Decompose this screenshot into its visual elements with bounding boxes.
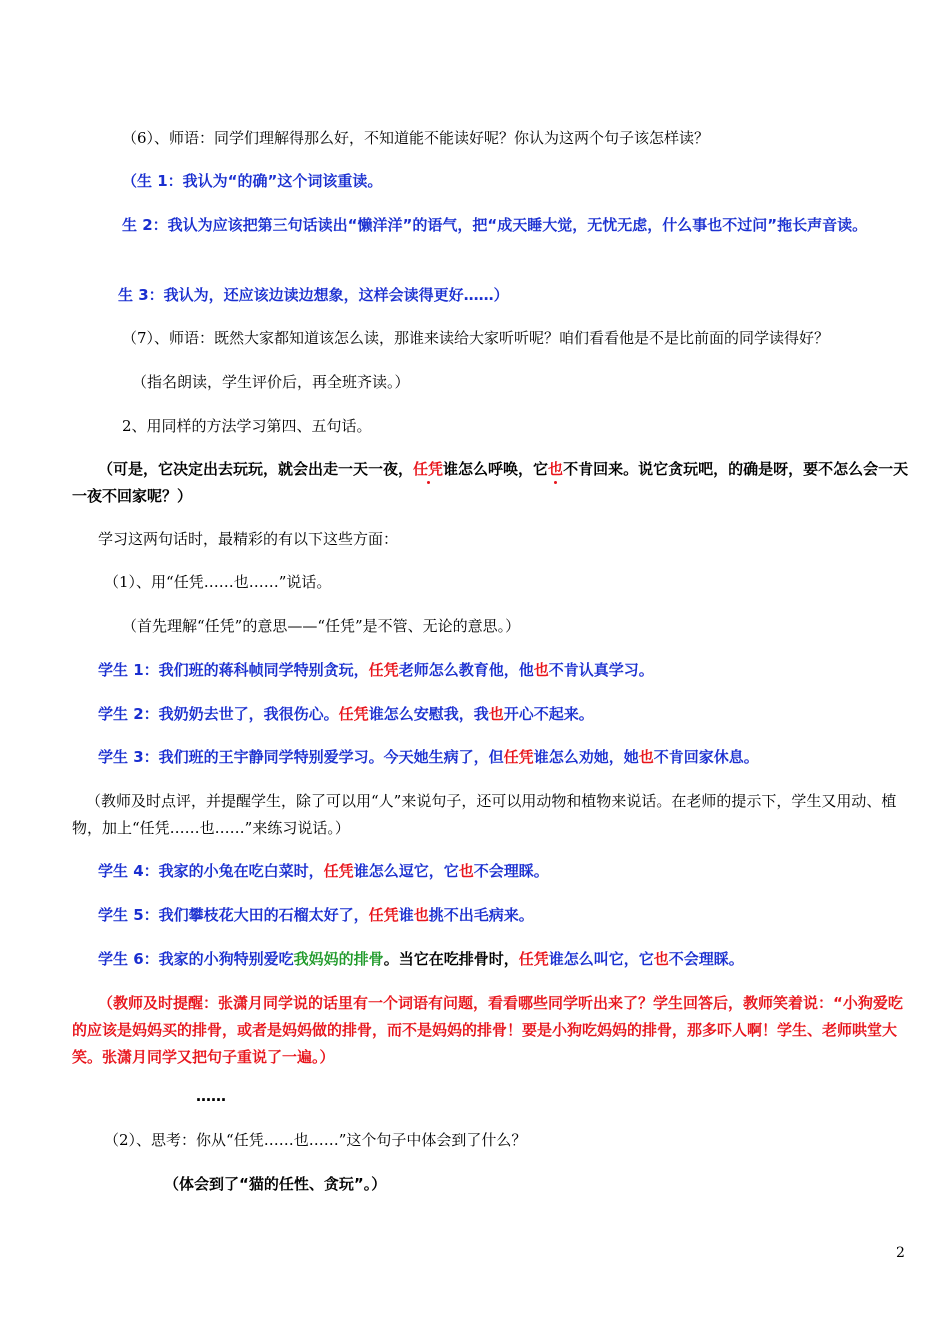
teacher-reminder: （教师及时提醒：张潇月同学说的话里有一个词语有问题，看看哪些同学听出来了？学生回答后，教师笑着说：“小狗爱吃的应该是妈妈买的排骨，或者是妈妈做的排骨，而不是妈妈的排骨！要是小狗吃妈妈的排骨，那多吓人啊！学生、老师哄堂大笑。张潇月同学又把句子重说了一遍。）	[72, 994, 903, 1066]
page-number: 2	[896, 1245, 905, 1261]
student-sentence-1: 学生 1：我们班的蒋科帧同学特别贪玩，任凭老师怎么教育他，他也不肯认真学习。	[98, 661, 654, 679]
renping-definition: （首先理解“任凭”的意思——“任凭”是不管、无论的意思。）	[122, 617, 521, 635]
problem-phrase: 我妈妈的排骨	[293, 950, 384, 968]
student-sentence-2: 学生 2：我奶奶去世了，我很伤心。任凭谁怎么安慰我，我也开心不起来。	[98, 705, 594, 723]
step-2-heading: 2、用同样的方法学习第四、五句话。	[122, 417, 372, 435]
teacher-comment: （教师及时点评，并提醒学生，除了可以用“人”来说句子，还可以用动物和植物来说话。在老师的提示下，学生又用动、植物，加上“任凭……也……”来练习说话。）	[72, 792, 897, 837]
highlights-intro: 学习这两句话时，最精彩的有以下这些方面：	[98, 530, 399, 548]
student-answer-3: 生 3：我认为，还应该边读边想象，这样会读得更好……）	[118, 286, 509, 304]
item-2-answer: （体会到了“猫的任性、贪玩”。）	[164, 1175, 387, 1193]
item-1-heading: （1）、用“任凭……也……”说话。	[104, 573, 332, 591]
student-sentence-6: 学生 6：我家的小狗特别爱吃我妈妈的排骨。当它在吃排骨时，任凭谁怎么叫它，它也不会理睬。	[98, 950, 744, 968]
teacher-prompt-7: （7）、师语：既然大家都知道该怎么读，那谁来读给大家听听呢？咱们看看他是不是比前面的同学读得好？	[122, 329, 830, 347]
keyword-ye: 也	[548, 460, 564, 478]
teacher-prompt-6: （6）、师语：同学们理解得那么好，不知道能不能读好呢？你认为这两个句子该怎样读？	[122, 129, 710, 147]
reading-note: （指名朗读，学生评价后，再全班齐读。）	[132, 373, 410, 391]
keyword-renping: 任凭	[413, 460, 444, 478]
student-answer-2: 生 2：我认为应该把第三句话读出“懒洋洋”的语气，把“成天睡大觉，无忧无虑，什么事也不过问”拖长声音读。	[122, 216, 868, 234]
text-passage: （可是，它决定出去玩玩，就会出走一天一夜，任凭谁怎么呼唤，它也不肯回来。说它贪玩吧，的确是呀，要不怎么会一天一夜不回家呢？）	[72, 460, 909, 505]
student-answer-1: （生 1：我认为“的确”这个词该重读。	[122, 172, 383, 190]
ellipsis: ……	[196, 1087, 226, 1105]
item-2-question: （2）、思考：你从“任凭……也……”这个句子中体会到了什么？	[104, 1131, 527, 1149]
student-sentence-4: 学生 4：我家的小兔在吃白菜时，任凭谁怎么逗它，它也不会理睬。	[98, 862, 549, 880]
student-sentence-3: 学生 3：我们班的王宇静同学特别爱学习。今天她生病了，但任凭谁怎么劝她，她也不肯回家休息。	[98, 748, 759, 766]
student-sentence-5: 学生 5：我们攀枝花大田的石榴太好了，任凭谁也挑不出毛病来。	[98, 906, 534, 924]
